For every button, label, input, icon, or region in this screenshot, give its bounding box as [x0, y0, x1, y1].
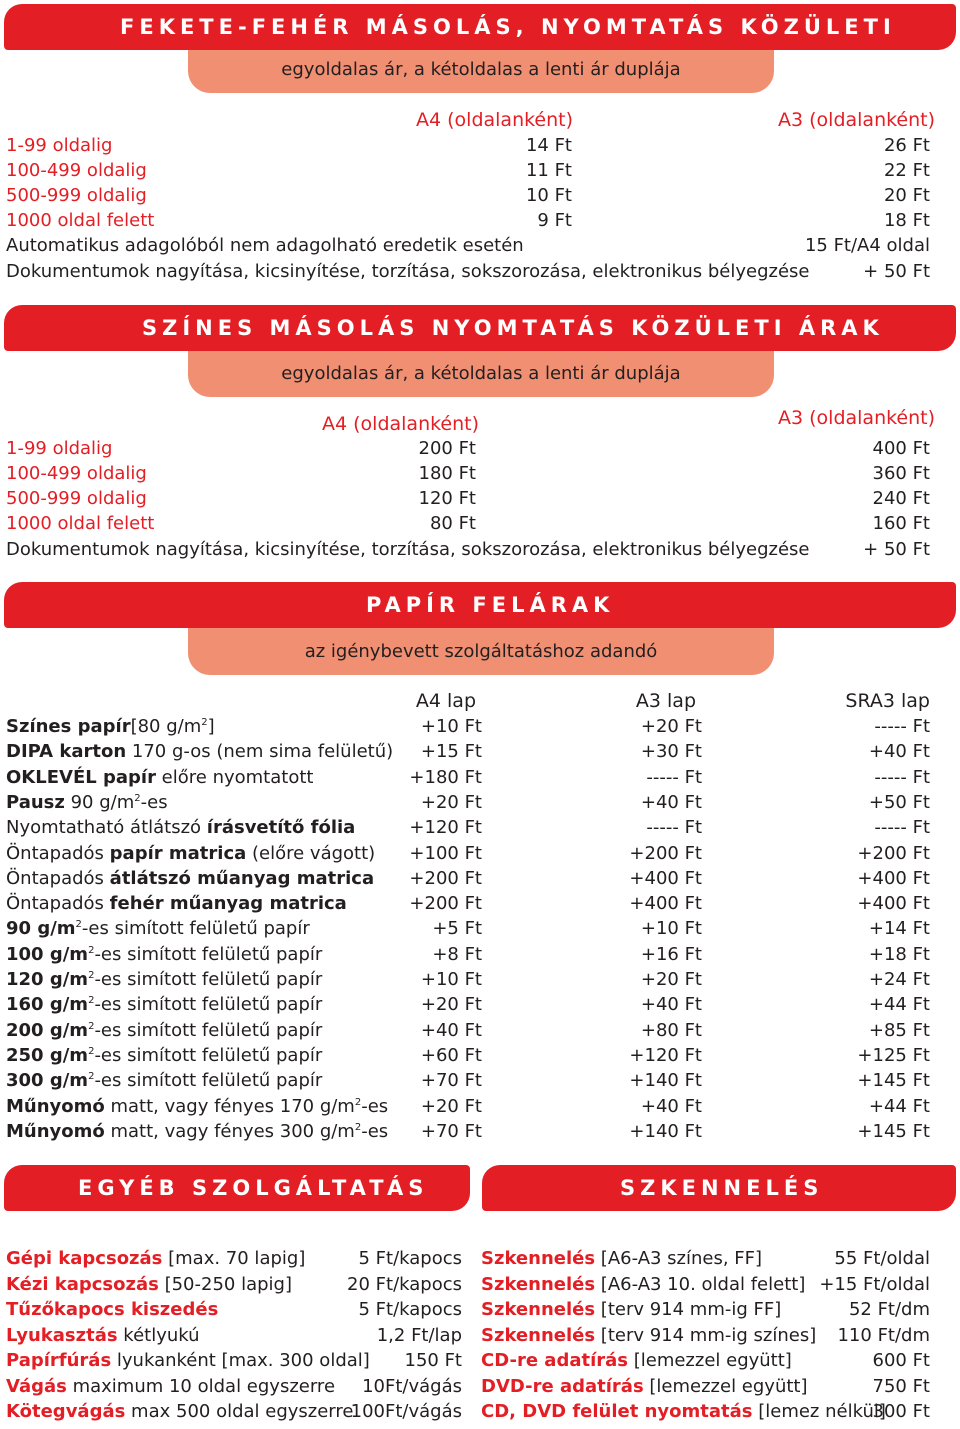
paper-row [6, 992, 930, 1017]
paper-col-sra3: SRA3 lap [845, 690, 930, 712]
color-row-a3: 400 Ft [872, 438, 930, 459]
other-row-desc: max 500 oldal egyszerre [125, 1401, 354, 1422]
color-row-a4: 180 Ft [418, 463, 476, 484]
paper-row-label [6, 866, 374, 891]
paper-row-post2: -es [140, 791, 168, 813]
color-row-a3: 160 Ft [872, 513, 930, 534]
paper-row [6, 1043, 930, 1068]
paper-row [6, 1068, 930, 1093]
scan-title: SZKENNELÉS [620, 1176, 824, 1200]
other-row [6, 1399, 462, 1424]
scan-row-price: 110 Ft/dm [837, 1324, 930, 1346]
paper-row-a4: +8 Ft [432, 943, 482, 965]
paper-row-post2: -es simított felületű papír [94, 969, 323, 990]
paper-row [6, 815, 930, 840]
paper-row-pre: Öntapadós [6, 842, 110, 864]
scan-row-desc: [lemezzel együtt] [643, 1375, 808, 1397]
paper-subtitle: az igénybevett szolgáltatáshoz adandó [304, 641, 658, 662]
bw-price-row [6, 158, 930, 183]
color-price-row [6, 461, 930, 486]
paper-row-sup: 2 [88, 944, 95, 956]
paper-row-name: 160 g/m [6, 994, 89, 1016]
paper-row-post2: -es simított felületű papír [94, 994, 323, 1016]
scan-row-price: 52 Ft/dm [848, 1299, 930, 1320]
scan-row-label [481, 1399, 886, 1424]
paper-row [6, 916, 930, 941]
paper-row [6, 765, 930, 790]
paper-row-sup: 2 [88, 1071, 95, 1083]
paper-row-sra3: +14 Ft [868, 918, 930, 940]
bw-subtitle: egyoldalas ár, a kétoldalas a lenti ár duplája [281, 59, 681, 80]
paper-row-label [6, 815, 355, 840]
paper-row-sra3: +50 Ft [868, 791, 930, 813]
bw-extra2-row [6, 259, 930, 284]
other-row-desc: lyukanként [max. 300 oldal] [111, 1350, 370, 1371]
paper-row-a3: ----- Ft [646, 766, 702, 788]
paper-row-a3: +120 Ft [629, 1044, 702, 1066]
paper-row-label [6, 1094, 388, 1119]
scan-row-name: DVD-re adatírás [481, 1375, 644, 1397]
paper-row-a3: +40 Ft [640, 994, 702, 1016]
bw-extra2-label: Dokumentumok nagyítása, kicsinyítése, torzítása, sokszorozása, elektronikus bélyegzése [6, 261, 810, 282]
paper-row-post2: -es [361, 1120, 389, 1142]
paper-row-sup: 2 [354, 1121, 362, 1133]
color-row-label: 500-999 oldalig [6, 488, 147, 509]
paper-row-a3: +20 Ft [640, 716, 702, 737]
paper-row-a3: +400 Ft [629, 867, 702, 889]
paper-row-post2: -es simított felületű papír [94, 1044, 323, 1066]
color-extra-row [6, 537, 930, 562]
paper-row-a3: +400 Ft [629, 893, 702, 915]
paper-row-a3: +40 Ft [640, 1095, 702, 1117]
scan-row-label [481, 1246, 762, 1271]
paper-row-label [6, 916, 310, 941]
scan-row [481, 1374, 930, 1399]
scan-row [481, 1323, 930, 1348]
scan-row-label [481, 1374, 808, 1399]
scan-row [481, 1348, 930, 1373]
paper-row [6, 891, 930, 916]
scan-row-price: 750 Ft [872, 1375, 930, 1397]
color-price-row [6, 436, 930, 461]
bw-extra2-value: + 50 Ft [863, 261, 930, 282]
other-row-label [6, 1297, 218, 1322]
paper-row-post2: -es simított felületű papír [94, 943, 323, 965]
scan-row-name: Szkennelés [481, 1248, 596, 1269]
other-row-price: 100Ft/vágás [350, 1401, 462, 1422]
scan-row-name: Szkennelés [481, 1299, 596, 1320]
paper-row-name: 300 g/m [6, 1070, 89, 1092]
bw-price-row [6, 183, 930, 208]
paper-row-a3: +80 Ft [640, 1019, 702, 1041]
other-row-price: 10Ft/vágás [362, 1375, 462, 1397]
bw-extra1-label: Automatikus adagolóból nem adagolható eredetik esetén [6, 235, 524, 256]
paper-row-name: írásvetítő fólia [206, 817, 356, 839]
paper-row-a4: +100 Ft [409, 842, 482, 864]
paper-row-name: Műnyomó [6, 1120, 105, 1142]
paper-row [6, 714, 930, 739]
paper-row-a3: +20 Ft [640, 969, 702, 990]
paper-row-a4: +200 Ft [409, 867, 482, 889]
paper-row-sup: 2 [201, 717, 208, 728]
other-row [6, 1246, 462, 1271]
scan-row [481, 1399, 930, 1424]
scan-row [481, 1272, 930, 1297]
paper-row-sra3: +145 Ft [857, 1070, 930, 1092]
paper-row [6, 841, 930, 866]
bw-extra1-value: 15 Ft/A4 oldal [804, 235, 930, 256]
paper-row-name: 200 g/m [6, 1019, 89, 1041]
paper-row-name: papír matrica [109, 842, 247, 864]
color-subtitle: egyoldalas ár, a kétoldalas a lenti ár duplája [281, 363, 681, 384]
paper-row-sup: 2 [88, 970, 95, 981]
other-row-price: 5 Ft/kapocs [358, 1299, 462, 1320]
paper-row-post2: -es simított felületű papír [81, 918, 310, 940]
other-row-desc: [50-250 lapig] [158, 1273, 292, 1295]
paper-row-pre: Nyomtatható átlátszó [6, 817, 207, 839]
scan-row [481, 1246, 930, 1271]
other-row-label [6, 1272, 292, 1297]
scan-row-desc: [lemezzel együtt] [628, 1350, 792, 1371]
other-row-desc: [max. 70 lapig] [162, 1248, 306, 1269]
other-row-price: 1,2 Ft/lap [376, 1324, 462, 1346]
other-row-desc: kétlyukú [117, 1324, 200, 1346]
paper-row-label [6, 739, 393, 764]
paper-row-name: DIPA karton [6, 741, 127, 763]
paper-row-a4: +20 Ft [420, 994, 482, 1016]
paper-row-a4: +70 Ft [420, 1070, 482, 1092]
scan-row-desc: [A6-A3 10. oldal felett] [595, 1273, 806, 1295]
paper-row-sra3: +200 Ft [857, 842, 930, 864]
bw-subtitle-tab [188, 46, 774, 93]
paper-row-a4: +120 Ft [409, 817, 482, 839]
bw-row-a3: 18 Ft [883, 210, 930, 231]
scan-row-label [481, 1323, 816, 1348]
other-row-name: Tűzőkapocs kiszedés [6, 1299, 219, 1320]
color-subtitle-tab [188, 350, 774, 397]
color-row-a4: 80 Ft [429, 513, 476, 534]
scan-row-price: 55 Ft/oldal [834, 1248, 930, 1269]
paper-row-sra3: +24 Ft [868, 969, 930, 990]
paper-row-post: (előre vágott) [246, 842, 376, 864]
other-row-label [6, 1348, 370, 1373]
paper-row-sup: 2 [354, 1096, 362, 1108]
color-price-row [6, 511, 930, 536]
color-row-label: 100-499 oldalig [6, 463, 147, 484]
other-row-name: Papírfúrás [6, 1350, 112, 1371]
paper-row-sra3: +400 Ft [857, 867, 930, 889]
paper-row-post: matt, vagy fényes 300 g/m [104, 1120, 355, 1142]
other-row-label [6, 1323, 200, 1348]
paper-row-post: 170 g-os (nem sima felületű) [126, 741, 394, 763]
bw-banner [4, 4, 956, 50]
paper-row-label [6, 967, 322, 992]
paper-row-name: Műnyomó [6, 1095, 105, 1117]
bw-row-a4: 14 Ft [525, 135, 572, 156]
bw-row-label: 500-999 oldalig [6, 185, 147, 206]
paper-row-post2: -es simított felületű papír [94, 1019, 323, 1041]
paper-row-a3: +30 Ft [640, 741, 702, 763]
bw-row-a4: 11 Ft [525, 160, 572, 181]
paper-row-post: 90 g/m [64, 791, 135, 813]
paper-row-sra3: +44 Ft [868, 1095, 930, 1117]
bw-row-label: 1-99 oldalig [6, 135, 113, 156]
bw-col-a4: A4 (oldalanként) [416, 109, 574, 131]
paper-row-sup: 2 [75, 919, 82, 931]
other-row-price: 5 Ft/kapocs [358, 1248, 462, 1269]
scan-row-label [481, 1297, 781, 1322]
paper-row [6, 967, 930, 992]
scan-row-desc: [terv 914 mm-ig színes] [595, 1324, 817, 1346]
other-row-name: Lyukasztás [6, 1324, 118, 1346]
paper-row [6, 1018, 930, 1043]
paper-row-label [6, 765, 313, 790]
paper-row-a3: +16 Ft [640, 943, 702, 965]
paper-row-sra3: ----- Ft [874, 766, 930, 788]
paper-row-a4: +5 Ft [432, 918, 482, 940]
scan-row-desc: [terv 914 mm-ig FF] [595, 1299, 782, 1320]
scan-row-desc: [A6-A3 színes, FF] [595, 1248, 763, 1269]
color-row-a3: 360 Ft [872, 463, 930, 484]
paper-row [6, 866, 930, 891]
color-col-a4: A4 (oldalanként) [322, 413, 480, 435]
paper-row-label [6, 790, 168, 815]
paper-row-name: Pausz [6, 791, 65, 813]
paper-title: PAPÍR FELÁRAK [366, 593, 615, 617]
color-row-a4: 200 Ft [418, 438, 476, 459]
paper-row-name: 100 g/m [6, 943, 89, 965]
other-row-price: 150 Ft [404, 1350, 462, 1371]
paper-row-name: 90 g/m [6, 918, 76, 940]
bw-row-label: 100-499 oldalig [6, 160, 147, 181]
other-row-name: Gépi kapcsozás [6, 1248, 163, 1269]
scan-row [481, 1297, 930, 1322]
paper-row-sra3: +18 Ft [868, 943, 930, 965]
paper-row-a4: +20 Ft [420, 791, 482, 813]
other-row [6, 1297, 462, 1322]
scan-row-price: +15 Ft/oldal [819, 1273, 930, 1295]
other-row [6, 1272, 462, 1297]
paper-row-sup: 2 [134, 792, 141, 804]
other-row-label [6, 1374, 335, 1399]
paper-row-name: fehér műanyag matrica [109, 893, 347, 915]
other-row-label [6, 1246, 305, 1271]
bw-price-row [6, 133, 930, 158]
color-row-a3: 240 Ft [872, 488, 930, 509]
paper-row-sup: 2 [88, 1045, 95, 1057]
paper-row [6, 942, 930, 967]
paper-row-label [6, 891, 347, 916]
paper-row-sra3: ----- Ft [874, 817, 930, 839]
paper-row-a4: +60 Ft [420, 1044, 482, 1066]
scan-row-label [481, 1272, 805, 1297]
scan-row-name: Szkennelés [481, 1273, 596, 1295]
other-row [6, 1323, 462, 1348]
paper-row-a4: +10 Ft [420, 716, 482, 737]
paper-row-post2: -es [361, 1095, 389, 1117]
paper-row [6, 790, 930, 815]
paper-col-a3: A3 lap [635, 690, 696, 712]
bw-row-a3: 26 Ft [883, 135, 930, 156]
paper-row-post2: ] [207, 716, 215, 737]
bw-col-a3: A3 (oldalanként) [778, 109, 936, 131]
paper-row-a3: ----- Ft [646, 817, 702, 839]
paper-row-name: Színes papír [6, 716, 131, 737]
paper-row [6, 1119, 930, 1144]
bw-extra1-row [6, 233, 930, 258]
other-row [6, 1374, 462, 1399]
other-row-label [6, 1399, 353, 1424]
scan-row-name: Szkennelés [481, 1324, 596, 1346]
bw-row-a3: 20 Ft [883, 185, 930, 206]
paper-row-a4: +180 Ft [409, 766, 482, 788]
other-row-name: Kötegvágás [6, 1401, 126, 1422]
paper-row-sra3: +40 Ft [868, 741, 930, 763]
paper-row-a4: +70 Ft [420, 1120, 482, 1142]
paper-row-sra3: +44 Ft [868, 994, 930, 1016]
color-row-label: 1-99 oldalig [6, 438, 113, 459]
paper-row-a4: +40 Ft [420, 1019, 482, 1041]
paper-row-label [6, 992, 322, 1017]
bw-row-a3: 22 Ft [883, 160, 930, 181]
paper-row-post2: -es simított felületű papír [94, 1070, 323, 1092]
paper-row-a3: +140 Ft [629, 1070, 702, 1092]
paper-row-name: átlátszó műanyag matrica [109, 867, 375, 889]
bw-price-row [6, 208, 930, 233]
color-price-row [6, 486, 930, 511]
paper-row-name: 120 g/m [6, 969, 89, 990]
bw-title: FEKETE-FEHÉR MÁSOLÁS, NYOMTATÁS KÖZÜLETI [120, 15, 896, 39]
paper-row-a3: +40 Ft [640, 791, 702, 813]
paper-row-label [6, 1119, 388, 1144]
paper-row-name: 250 g/m [6, 1044, 89, 1066]
other-row-name: Vágás [6, 1375, 67, 1397]
color-row-a4: 120 Ft [418, 488, 476, 509]
other-row-name: Kézi kapcsozás [6, 1273, 159, 1295]
scan-banner [482, 1165, 956, 1211]
paper-row-post: [80 g/m [130, 716, 202, 737]
paper-row-sra3: +85 Ft [868, 1019, 930, 1041]
color-title: SZÍNES MÁSOLÁS NYOMTATÁS KÖZÜLETI ÁRAK [142, 316, 884, 340]
paper-row-a3: +200 Ft [629, 842, 702, 864]
other-row-desc: maximum 10 oldal egyszerre [66, 1375, 336, 1397]
paper-row-a3: +140 Ft [629, 1120, 702, 1142]
bw-row-label: 1000 oldal felett [6, 210, 155, 231]
paper-row-a3: +10 Ft [640, 918, 702, 940]
paper-row-a4: +15 Ft [420, 741, 482, 763]
paper-row [6, 1094, 930, 1119]
bw-row-a4: 10 Ft [525, 185, 572, 206]
paper-row-post: matt, vagy fényes 170 g/m [104, 1095, 355, 1117]
color-row-label: 1000 oldal felett [6, 513, 155, 534]
paper-col-a4: A4 lap [415, 690, 476, 712]
other-banner [4, 1165, 470, 1211]
other-row [6, 1348, 462, 1373]
paper-row-label [6, 942, 322, 967]
scan-row-price: 600 Ft [872, 1350, 930, 1371]
other-title: EGYÉB SZOLGÁLTATÁS [78, 1176, 429, 1200]
paper-row-sup: 2 [88, 1020, 95, 1032]
color-extra-value: + 50 Ft [863, 539, 930, 560]
paper-row-sra3: +125 Ft [857, 1044, 930, 1066]
scan-row-price: 300 Ft [872, 1401, 930, 1422]
color-col-a3: A3 (oldalanként) [778, 407, 936, 429]
paper-row-a4: +20 Ft [420, 1095, 482, 1117]
paper-row-post: előre nyomtatott [155, 766, 314, 788]
paper-row-a4: +200 Ft [409, 893, 482, 915]
scan-row-label [481, 1348, 792, 1373]
color-banner [4, 305, 956, 351]
paper-subtitle-tab [188, 628, 774, 675]
paper-row-label [6, 1018, 322, 1043]
scan-row-name: CD, DVD felület nyomtatás [481, 1401, 753, 1422]
paper-row-sra3: +400 Ft [857, 893, 930, 915]
paper-row [6, 739, 930, 764]
paper-row-label [6, 841, 375, 866]
paper-row-a4: +10 Ft [420, 969, 482, 990]
paper-row-sra3: +145 Ft [857, 1120, 930, 1142]
paper-row-label [6, 1043, 322, 1068]
paper-row-sup: 2 [88, 995, 95, 1007]
paper-row-label [6, 714, 215, 739]
paper-row-pre: Öntapadós [6, 893, 110, 915]
paper-row-label [6, 1068, 322, 1093]
paper-row-pre: Öntapadós [6, 867, 110, 889]
scan-row-name: CD-re adatírás [481, 1350, 628, 1371]
scan-row-desc: [lemez nélkül] [752, 1401, 886, 1422]
other-row-price: 20 Ft/kapocs [347, 1273, 462, 1295]
color-extra-label: Dokumentumok nagyítása, kicsinyítése, torzítása, sokszorozása, elektronikus bélyegzése [6, 539, 810, 560]
bw-row-a4: 9 Ft [537, 210, 572, 231]
paper-banner [4, 582, 956, 628]
paper-row-sra3: ----- Ft [874, 716, 930, 737]
paper-row-name: OKLEVÉL papír [6, 766, 156, 788]
